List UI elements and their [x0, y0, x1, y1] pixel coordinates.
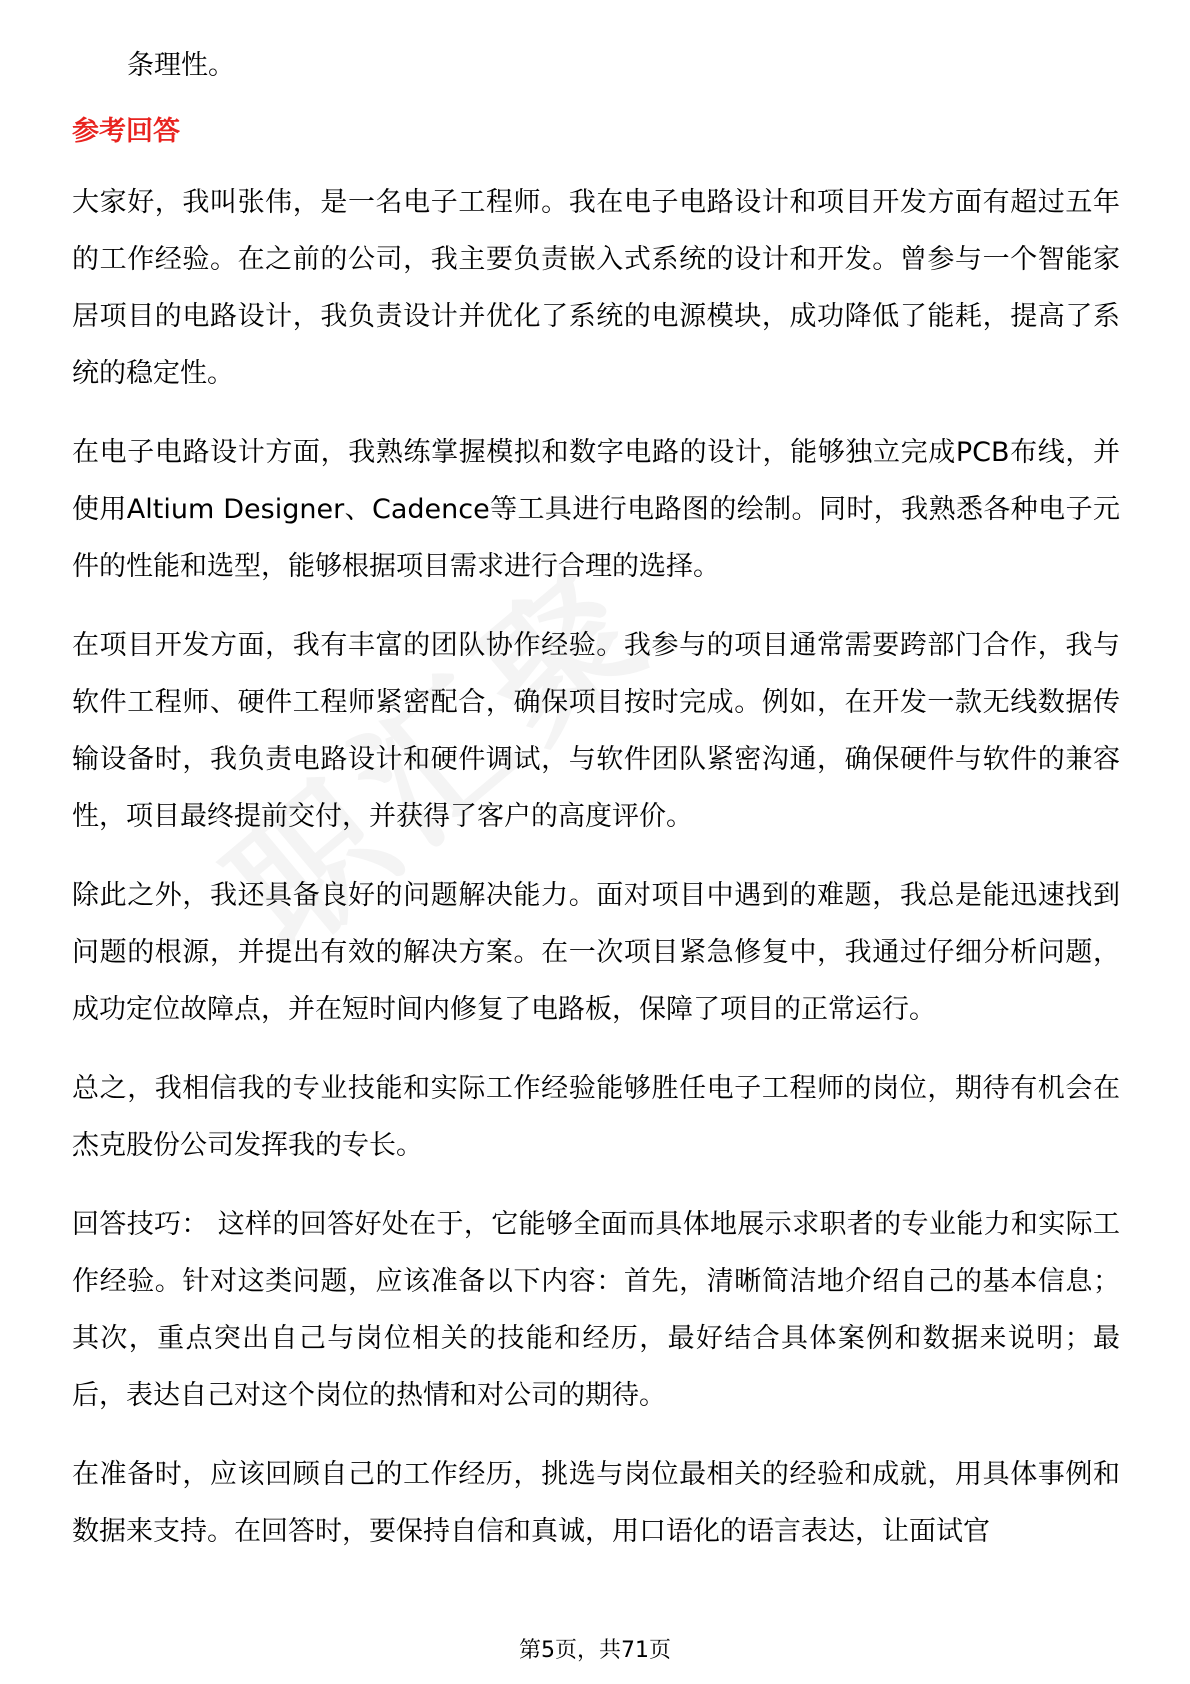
section-heading: 参考回答: [72, 116, 180, 147]
paragraph-project-development: 在项目开发方面，我有丰富的团队协作经验。我参与的项目通常需要跨部门合作，我与软件工程师、硬件工程师紧密配合，确保项目按时完成。例如，在开发一款无线数据传输设备时，我负责电路设计和硬件调试，与软件团队紧密沟通，确保硬件与软件的兼容性，项目最终提前交付，并获得了客户的高度评价。: [72, 630, 1120, 832]
paragraph-circuit-design: 在电子电路设计方面，我熟练掌握模拟和数字电路的设计，能够独立完成PCB布线，并使用Altium Designer、Cadence等工具进行电路图的绘制。同时，我熟悉各种电子元件的性能和选型，能够根据项目需求进行合理的选择。: [72, 437, 1120, 582]
document-body: [72, 48, 1120, 1560]
page-indicator: 第5页，共71页: [519, 1638, 671, 1663]
paragraph-intro: 大家好，我叫张伟，是一名电子工程师。我在电子电路设计和项目开发方面有超过五年的工作经验。在之前的公司，我主要负责嵌入式系统的设计和开发。曾参与一个智能家居项目的电路设计，我负责设计并优化了系统的电源模块，成功降低了能耗，提高了系统的稳定性。: [72, 187, 1120, 389]
continued-text: 条理性。: [127, 50, 235, 81]
paragraph-problem-solving: 除此之外，我还具备良好的问题解决能力。面对项目中遇到的难题，我总是能迅速找到问题的根源，并提出有效的解决方案。在一次项目紧急修复中，我通过仔细分析问题，成功定位故障点，并在短时间内修复了电路板，保障了项目的正常运行。: [72, 880, 1120, 1025]
paragraph-preparation: 在准备时，应该回顾自己的工作经历，挑选与岗位最相关的经验和成就，用具体事例和数据来支持。在回答时，要保持自信和真诚，用口语化的语言表达，让面试官: [72, 1459, 1120, 1547]
paragraph-conclusion: 总之，我相信我的专业技能和实际工作经验能够胜任电子工程师的岗位，期待有机会在杰克股份公司发挥我的专长。: [72, 1073, 1120, 1161]
paragraph-answer-tips: 回答技巧： 这样的回答好处在于，它能够全面而具体地展示求职者的专业能力和实际工作经验。针对这类问题，应该准备以下内容：首先，清晰简洁地介绍自己的基本信息；其次，重点突出自己与岗位相关的技能和经历，最好结合具体案例和数据来说明；最后，表达自己对这个岗位的热情和对公司的期待。: [72, 1209, 1120, 1411]
